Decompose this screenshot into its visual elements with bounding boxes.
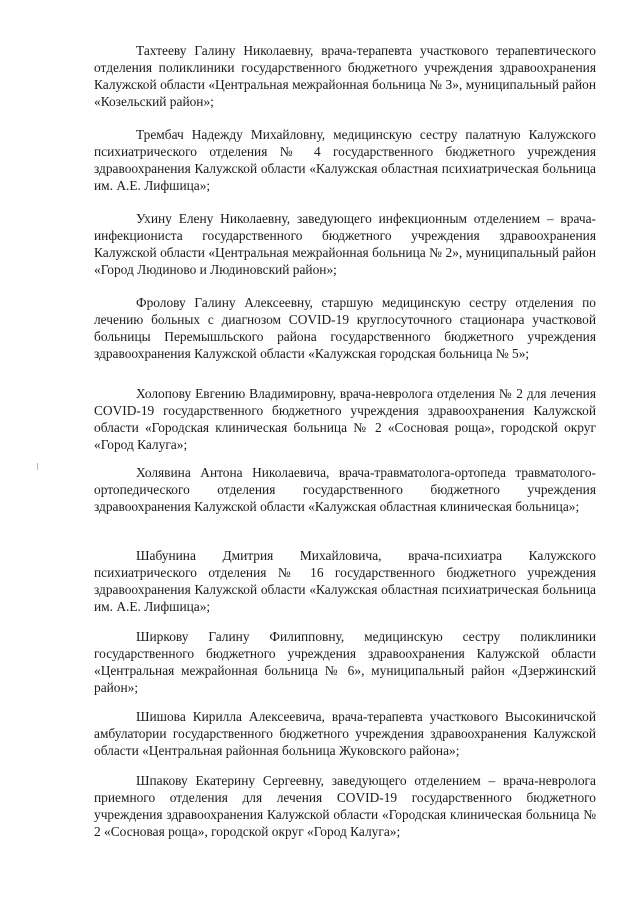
paragraph-5: Холопову Евгению Владимировну, врача-невролога отделения № 2 для лечения COVID-19 государственного бюджетного учреждения здравоохранения Калужской области «Городская клиническая больница № 2 «Сосновая роща», городской округ «Город Калуга»;	[94, 386, 596, 452]
paragraph-4: Фролову Галину Алексеевну, старшую медицинскую сестру отделения по лечению больных с диагнозом COVID-19 круглосуточного стационара участковой больницы Перемышльского района государственного бюджетного учреждения здравоохранения Калужской области «Калужская городская больница № 5»;	[94, 295, 596, 361]
paragraph-9: Шишова Кирилла Алексеевича, врача-терапевта участкового Высокиничской амбулатории государственного бюджетного учреждения здравоохранения Калужской области «Центральная районная больница Жуковского района»;	[94, 709, 596, 758]
paragraph-6: Холявина Антона Николаевича, врача-травматолога-ортопеда травматолого-ортопедического отделения государственного бюджетного учреждения здравоохранения Калужской области «Калужская областная клиническая больница»;	[94, 465, 596, 514]
paragraph-7: Шабунина Дмитрия Михайловича, врача-психиатра Калужского психиатрического отделения № 16 государственного бюджетного учреждения здравоохранения Калужской области «Калужская областная психиатрическая больница им. А.Е. Лифшица»;	[94, 548, 596, 614]
margin-mark	[37, 463, 38, 470]
paragraph-3: Ухину Елену Николаевну, заведующего инфекционным отделением – врача-инфекциониста государственного бюджетного учреждения здравоохранения Калужской области «Центральная межрайонная больница № 2», муниципальный район «Город Людиново и Людиновский район»;	[94, 211, 596, 277]
paragraph-1: Тахтееву Галину Николаевну, врача-терапевта участкового терапевтического отделения поликлиники государственного бюджетного учреждения здравоохранения Калужской области «Центральная межрайонная больница № 3», муниципальный район «Козельский район»;	[94, 43, 596, 109]
paragraph-8: Ширкову Галину Филипповну, медицинскую сестру поликлиники государственного бюджетного учреждения здравоохранения Калужской области «Центральная межрайонная больница № 6», муниципальный район «Дзержинский район»;	[94, 629, 596, 695]
paragraph-10: Шпакову Екатерину Сергеевну, заведующего отделением – врача-невролога приемного отделения для лечения COVID-19 государственного бюджетного учреждения здравоохранения Калужской области «Городская клиническая больница № 2 «Сосновая роща», городской округ «Город Калуга»;	[94, 773, 596, 839]
paragraph-2: Трембач Надежду Михайловну, медицинскую сестру палатную Калужского психиатрического отделения № 4 государственного бюджетного учреждения здравоохранения Калужской области «Калужская областная психиатрическая больница им. А.Е. Лифшица»;	[94, 127, 596, 193]
